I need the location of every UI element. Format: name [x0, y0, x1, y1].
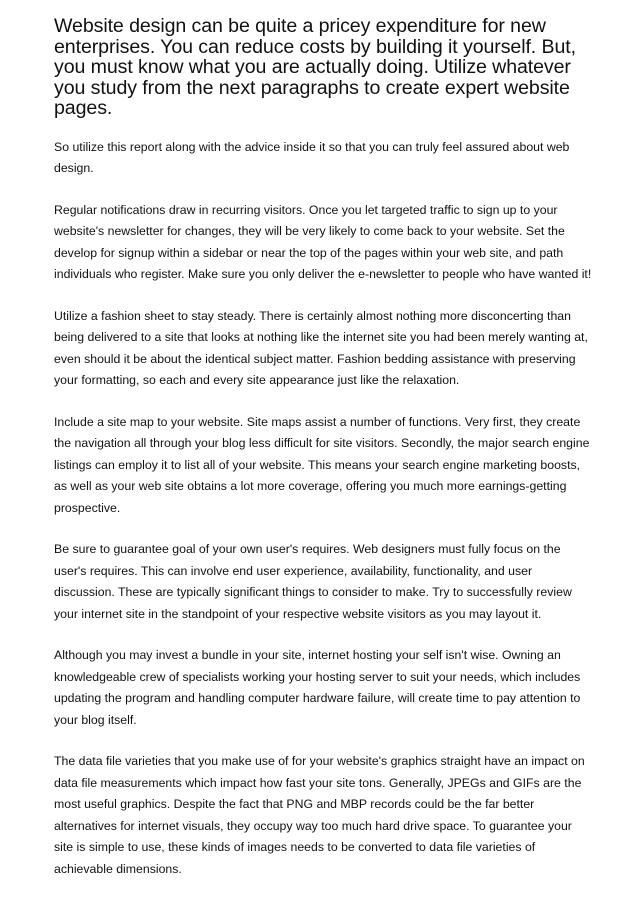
paragraph-3: Utilize a fashion sheet to stay steady. There is certainly almost nothing more disconcerting than being delivered to a site that looks at nothing like the internet site you had been merely wanting at, even should it be about the identical subject matter. Fashion bedding assistance with preserving your formatting, so each and every site appearance just like the relaxation.: [54, 308, 588, 387]
paragraph-2: Regular notifications draw in recurring visitors. Once you let targeted traffic to sign up to your website's newsletter for changes, they will be very likely to come back to your website. Set the develop for signup within a sidebar or near the top of the pages within your web site, and path individuals who register. Make sure you only deliver the e-newsletter to people who have wanted it!: [54, 202, 592, 281]
paragraph-5: Be sure to guarantee goal of your own user's requires. Web designers must fully focus on the user's requires. This can involve end user experience, availability, functionality, and user discussion. These are typically significant things to consider to make. Try to successfully review your internet site in the standpoint of your respective website visitors as you may layout it.: [54, 542, 572, 621]
paragraph-6: Although you may invest a bundle in your site, internet hosting your self isn't wise. Owning an knowledgeable crew of specialists working your hosting server to suit your needs, which includes updating the program and handling computer hardware failure, will create time to pay attention to your blog itself.: [54, 648, 581, 727]
paragraph-4: Include a site map to your website. Site maps assist a number of functions. Very first, they create the navigation all through your blog less difficult for site visitors. Secondly, the major search engine listings can employ it to list all of your website. This means your search engine marketing boosts, as well as your web site obtains a lot more coverage, offering you much more earnings-getting prospective.: [54, 414, 590, 515]
document-page: [54, 16, 592, 900]
paragraph-7: The data file varieties that you make use of for your website's graphics straight have an impact on data file measurements which impact how fast your site tons. Generally, JPEGs and GIFs are the most useful graphics. Despite the fact that PNG and MBP records could be the far better alternatives for internet visuals, they occupy way too much hard drive space. To guarantee your site is simple to use, these kinds of images needs to be converted to data file varieties of achievable dimensions.: [54, 754, 585, 876]
document-title: Website design can be quite a pricey expenditure for new enterprises. You can reduce costs by building it yourself. But, you must know what you are actually doing. Utilize whatever you study from the next paragraphs to create expert website pages.: [54, 15, 576, 119]
paragraph-1: So utilize this report along with the advice inside it so that you can truly feel assured about web design.: [54, 139, 570, 175]
